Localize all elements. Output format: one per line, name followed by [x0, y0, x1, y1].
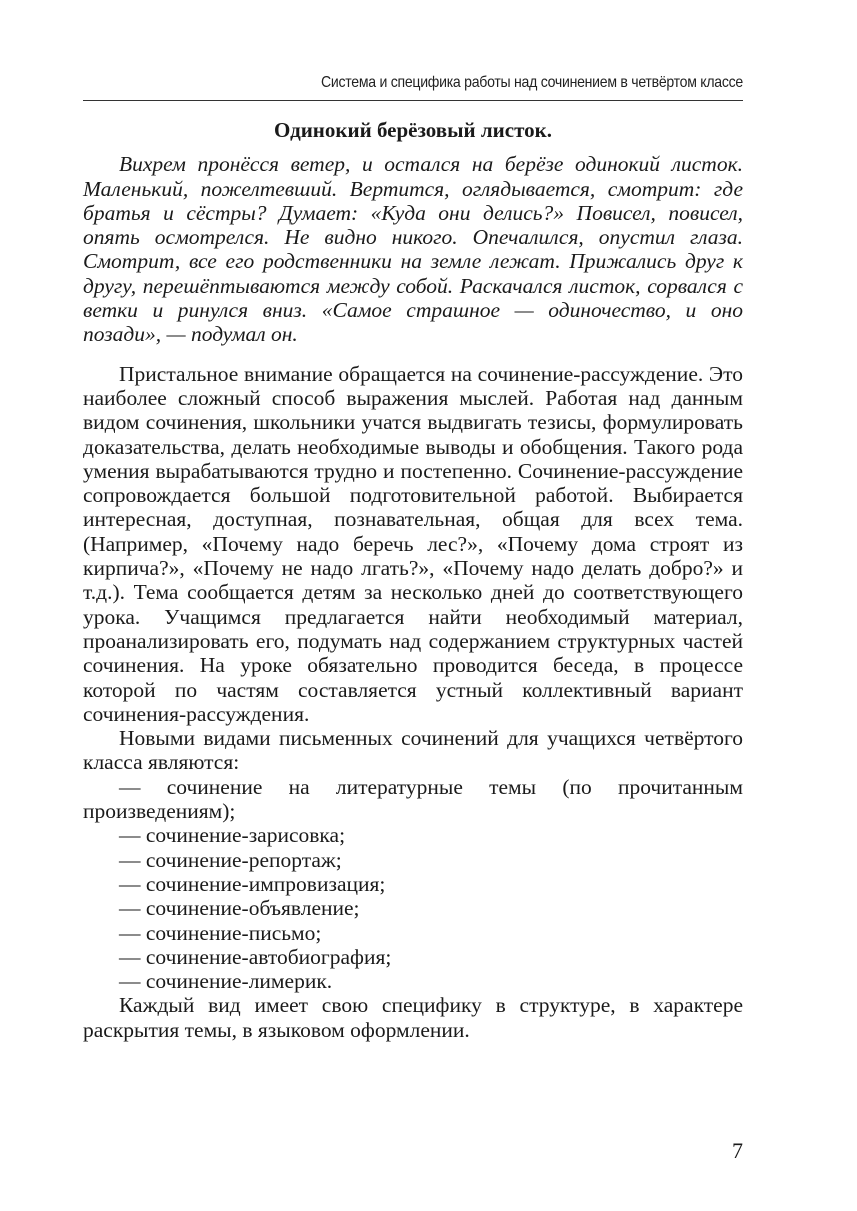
list-item: — сочинение-лимерик. — [119, 969, 333, 994]
body-paragraph-3: Каждый вид имеет свою специфику в структуре, в характере раскрытия темы, в языковом оформлении. — [83, 993, 743, 1042]
list-item: — сочинение-объявление; — [119, 896, 360, 921]
body-paragraph-1: Пристальное внимание обращается на сочинение-рассуждение. Это наиболее сложный способ выражения мыслей. Работая над данным видом сочинения, школьники учатся выдвигать тезисы, формулировать доказательства, делать необходимые выводы и обобщения. Такого рода умения вырабатываются трудно и постепенно. Сочинение-рассуждение сопровождается большой подготовительной работой. Выбирается интересная, доступная, познавательная, общая для всех тема. (Например, «Почему надо беречь лес?», «Почему дома строят из кирпича?», «Почему не надо лгать?», «Почему надо делать добро?» и т.д.). Тема сообщается детям за несколько дней до соответствующего урока. Учащимся предлагается найти необходимый материал, проанализировать его, подумать над содержанием структурных частей сочинения. На уроке обязательно проводится беседа, в процессе которой по частям составляется устный коллективный вариант сочинения-рассуждения. — [83, 361, 743, 726]
page-content — [83, 118, 743, 1042]
list-item: — сочинение-письмо; — [119, 920, 322, 945]
page-number: 7 — [732, 1138, 743, 1163]
essay-title: Одинокий берёзовый листок. — [274, 118, 552, 142]
running-header: Система и специфика работы над сочинением в четвёртом классе — [320, 74, 743, 91]
list-item: — сочинение на литературные темы (по прочитанным произведениям); — [83, 774, 743, 824]
header-rule — [83, 100, 743, 101]
list-item: — сочинение-репортаж; — [119, 847, 342, 872]
essay-types-list — [83, 775, 743, 994]
list-item: — сочинение-автобиография; — [119, 944, 392, 969]
essay-text: Вихрем пронёсся ветер, и остался на берёзе одинокий листок. Маленький, пожелтевший. Вертится, оглядывается, смотрит: где братья и сёстры? Думает: «Куда они делись?» Повисел, повисел, опять осмотрелся. Не видно никого. Опечалился, опустил глаза. Смотрит, все его родственники на земле лежат. Прижались друг к другу, перешёптываются между собой. Раскачался листок, сорвался с ветки и ринулся вниз. «Самое страшное — одиночество, и оно позади», — подумал он. — [83, 152, 743, 347]
list-item: — сочинение-зарисовка; — [119, 823, 346, 848]
body-paragraph-2: Новыми видами письменных сочинений для учащихся четвёртого класса являются: — [83, 726, 743, 775]
list-item: — сочинение-импровизация; — [119, 871, 386, 896]
